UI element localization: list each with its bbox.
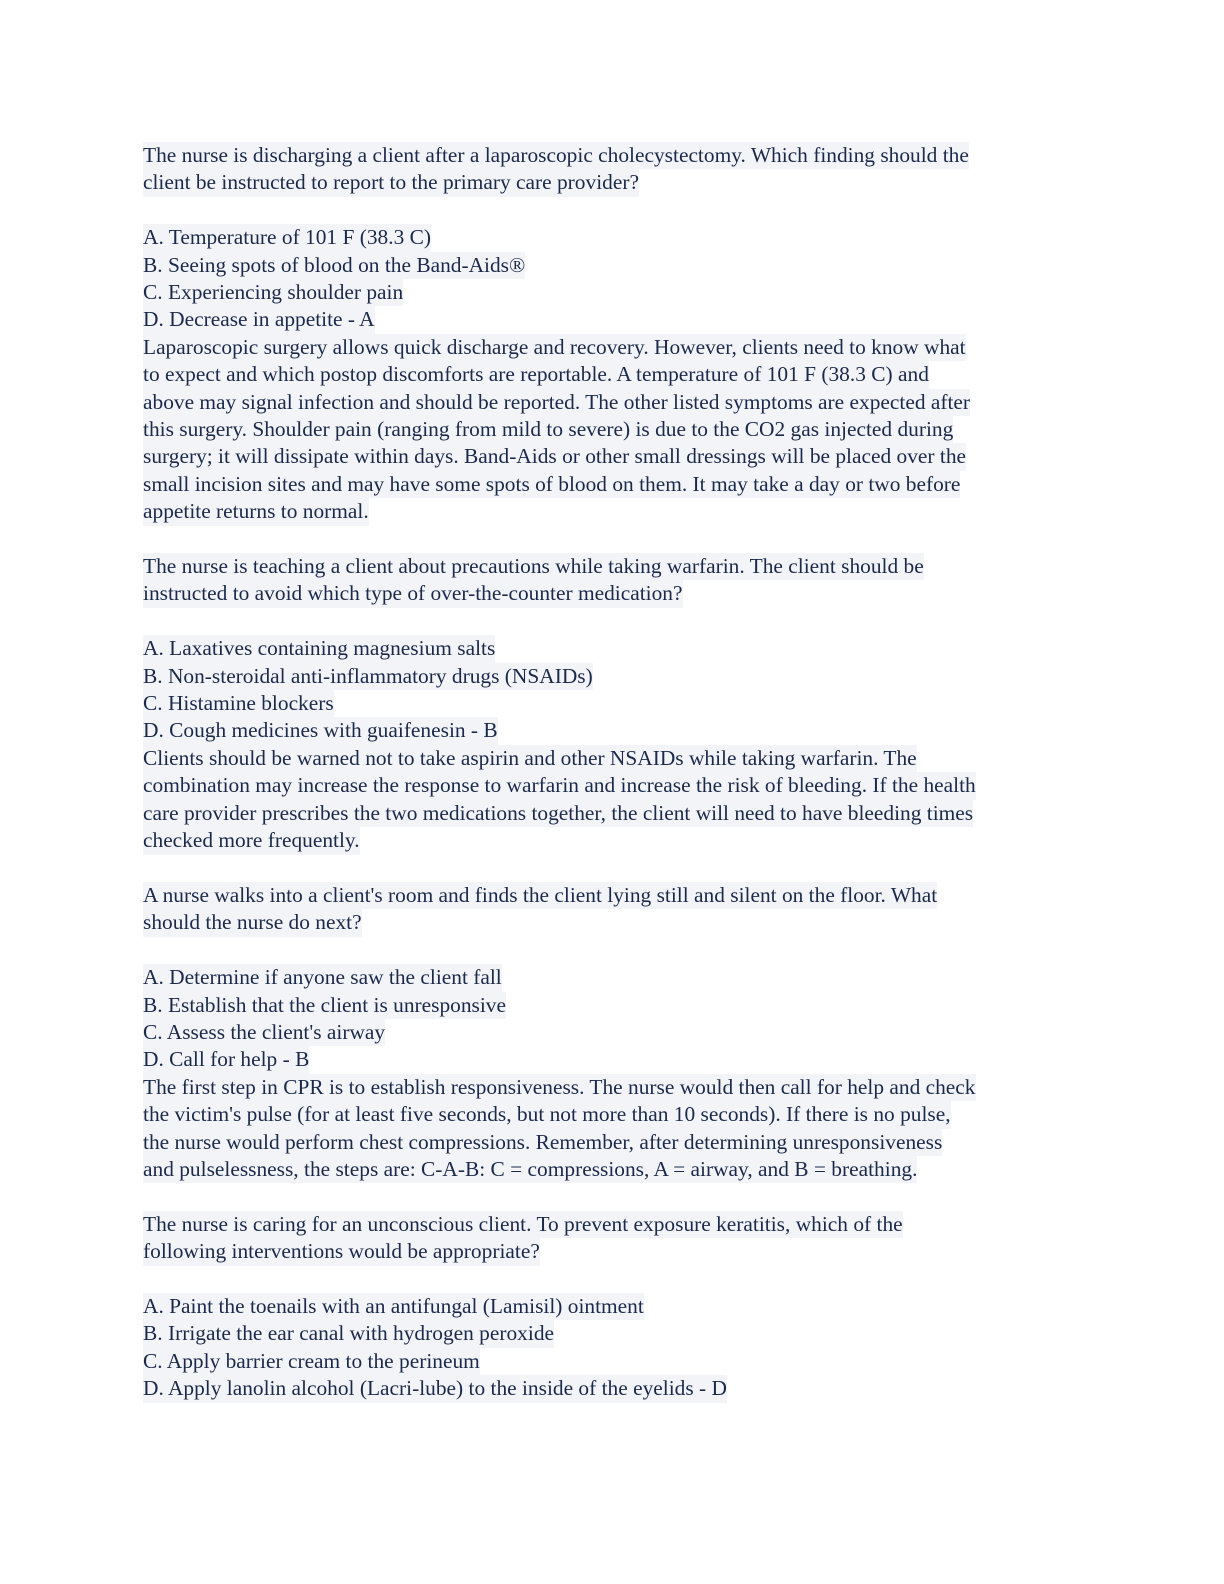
text-line: The nurse is caring for an unconscious client. To prevent exposure keratitis, which of the bbox=[143, 1211, 903, 1238]
answer-option: B. Irrigate the ear canal with hydrogen peroxide bbox=[143, 1320, 554, 1347]
answer-options bbox=[143, 224, 1083, 334]
text-line: A nurse walks into a client's room and finds the client lying still and silent on the floor. What bbox=[143, 882, 937, 909]
text-line: to expect and which postop discomforts are reportable. A temperature of 101 F (38.3 C) and bbox=[143, 361, 929, 388]
text-line: The nurse is discharging a client after a laparoscopic cholecystectomy. Which finding should the bbox=[143, 142, 969, 169]
text-line: and pulselessness, the steps are: C-A-B: C = compressions, A = airway, and B = breathing. bbox=[143, 1156, 917, 1183]
text-line: the victim's pulse (for at least five seconds, but not more than 10 seconds). If there is no pulse, bbox=[143, 1101, 951, 1128]
answer-option: A. Determine if anyone saw the client fall bbox=[143, 964, 502, 991]
answer-option: A. Paint the toenails with an antifungal (Lamisil) ointment bbox=[143, 1293, 644, 1320]
question-block-1 bbox=[143, 142, 1083, 526]
answer-option: B. Establish that the client is unresponsive bbox=[143, 992, 506, 1019]
document-page bbox=[143, 142, 1083, 1403]
text-line: client be instructed to report to the primary care provider? bbox=[143, 169, 639, 196]
text-line: checked more frequently. bbox=[143, 827, 360, 854]
answer-option: C. Experiencing shoulder pain bbox=[143, 279, 403, 306]
answer-options bbox=[143, 635, 1083, 745]
rationale bbox=[143, 745, 1083, 855]
text-line: this surgery. Shoulder pain (ranging from mild to severe) is due to the CO2 gas injected during bbox=[143, 416, 953, 443]
answer-options bbox=[143, 1293, 1083, 1403]
answer-option: D. Apply lanolin alcohol (Lacri-lube) to the inside of the eyelids - D bbox=[143, 1375, 727, 1402]
text-line: following interventions would be appropriate? bbox=[143, 1238, 540, 1265]
text-line: surgery; it will dissipate within days. Band-Aids or other small dressings will be placed over the bbox=[143, 443, 966, 470]
question-text bbox=[143, 882, 1083, 937]
question-block-2 bbox=[143, 553, 1083, 854]
text-line: combination may increase the response to warfarin and increase the risk of bleeding. If the health bbox=[143, 772, 976, 799]
answer-option: C. Assess the client's airway bbox=[143, 1019, 385, 1046]
question-text bbox=[143, 142, 1083, 197]
answer-option: C. Apply barrier cream to the perineum bbox=[143, 1348, 480, 1375]
answer-option: A. Temperature of 101 F (38.3 C) bbox=[143, 224, 431, 251]
text-line: The nurse is teaching a client about precautions while taking warfarin. The client should be bbox=[143, 553, 924, 580]
question-block-4 bbox=[143, 1211, 1083, 1403]
text-line: care provider prescribes the two medications together, the client will need to have bleeding times bbox=[143, 800, 973, 827]
answer-option: D. Call for help - B bbox=[143, 1046, 309, 1073]
text-line: Laparoscopic surgery allows quick discharge and recovery. However, clients need to know what bbox=[143, 334, 966, 361]
answer-options bbox=[143, 964, 1083, 1074]
question-block-3 bbox=[143, 882, 1083, 1183]
rationale bbox=[143, 1074, 1083, 1184]
text-line: should the nurse do next? bbox=[143, 909, 362, 936]
text-line: above may signal infection and should be reported. The other listed symptoms are expected after bbox=[143, 389, 970, 416]
answer-option: D. Cough medicines with guaifenesin - B bbox=[143, 717, 498, 744]
text-line: instructed to avoid which type of over-the-counter medication? bbox=[143, 580, 683, 607]
text-line: the nurse would perform chest compressions. Remember, after determining unresponsiveness bbox=[143, 1129, 942, 1156]
text-line: Clients should be warned not to take aspirin and other NSAIDs while taking warfarin. The bbox=[143, 745, 917, 772]
question-text bbox=[143, 1211, 1083, 1266]
text-line: appetite returns to normal. bbox=[143, 498, 369, 525]
answer-option: B. Seeing spots of blood on the Band-Aids® bbox=[143, 252, 525, 279]
answer-option: C. Histamine blockers bbox=[143, 690, 334, 717]
rationale bbox=[143, 334, 1083, 526]
answer-option: B. Non-steroidal anti-inflammatory drugs (NSAIDs) bbox=[143, 663, 593, 690]
text-line: small incision sites and may have some spots of blood on them. It may take a day or two before bbox=[143, 471, 960, 498]
answer-option: D. Decrease in appetite - A bbox=[143, 306, 375, 333]
text-line: The first step in CPR is to establish responsiveness. The nurse would then call for help and check bbox=[143, 1074, 976, 1101]
answer-option: A. Laxatives containing magnesium salts bbox=[143, 635, 495, 662]
question-text bbox=[143, 553, 1083, 608]
